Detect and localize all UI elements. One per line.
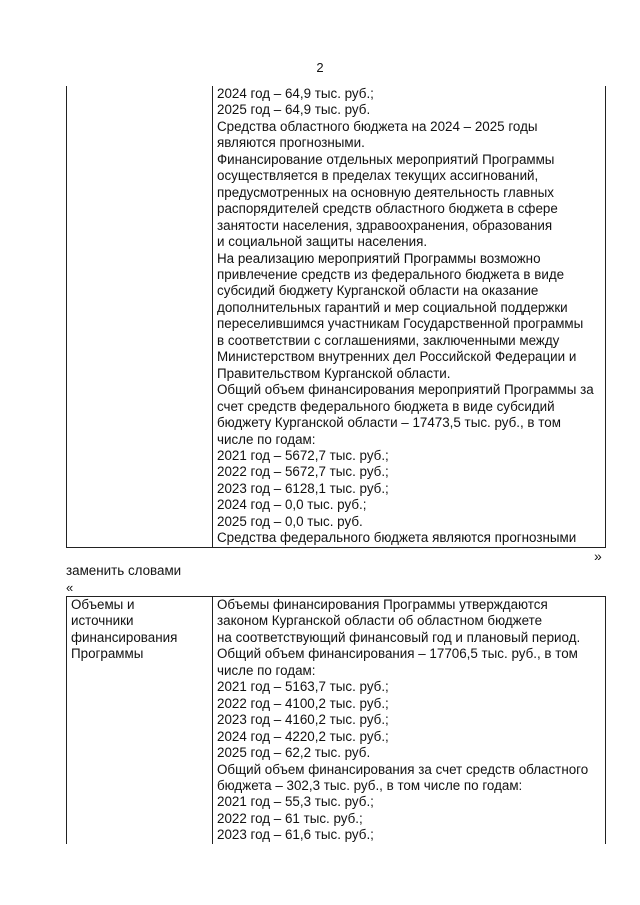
text-line: и социальной защиты населения. xyxy=(217,234,428,250)
text-line: 2023 год – 4160,2 тыс. руб.; xyxy=(217,712,389,728)
text-line: субсидий бюджету Курганской области на оказание xyxy=(217,283,539,299)
text-line: На реализацию мероприятий Программы возможно xyxy=(217,250,541,266)
text-line: Министерством внутренних дел Российской Федерации и xyxy=(217,349,577,365)
text-line: 2025 год – 62,2 тыс. руб. xyxy=(217,745,371,761)
text-line: Общий объем финансирования мероприятий Программы за xyxy=(217,382,594,398)
text-line: числе по годам: xyxy=(217,431,316,447)
replace-instruction: заменить словами xyxy=(66,563,182,578)
text-line: 2024 год – 4220,2 тыс. руб.; xyxy=(217,728,389,744)
text-line: бюджета – 302,3 тыс. руб., в том числе по годам: xyxy=(217,777,523,793)
text-line: Объемы финансирования Программы утверждаются xyxy=(217,597,548,612)
text-line: осуществляется в пределах текущих ассигнований, xyxy=(217,168,539,184)
text-line: Общий объем финансирования – 17706,5 тыс. руб., в том xyxy=(217,646,578,662)
text-line: 2021 год – 5672,7 тыс. руб.; xyxy=(217,447,389,463)
text-line: Общий объем финансирования за счет средств областного xyxy=(217,761,589,777)
text-line: 2021 год – 5163,7 тыс. руб.; xyxy=(217,679,389,695)
text-line: числе по годам: xyxy=(217,662,316,678)
funding-table-old xyxy=(66,86,606,548)
text-line: 2022 год – 5672,7 тыс. руб.; xyxy=(217,464,389,480)
text-line: 2024 год – 64,9 тыс. руб.; xyxy=(217,86,374,101)
table-cell-content xyxy=(213,597,606,844)
text-line: Программы xyxy=(71,646,144,662)
text-line: дополнительных гарантий и мер социальной поддержки xyxy=(217,299,568,315)
text-line: 2025 год – 64,9 тыс. руб. xyxy=(217,102,371,118)
text-line: привлечение средств из федерального бюджета в виде xyxy=(217,266,565,282)
text-line: бюджету Курганской области – 17473,5 тыс. руб., в том xyxy=(217,415,561,431)
text-line: 2023 год – 6128,1 тыс. руб.; xyxy=(217,480,389,496)
text-line: Средства областного бюджета на 2024 – 2025 годы xyxy=(217,118,538,134)
text-line: Объемы и xyxy=(71,597,135,612)
text-line: переселившимся участникам Государственной программы xyxy=(217,316,584,332)
text-line: Финансирование отдельных мероприятий Программы xyxy=(217,151,555,167)
text-line: Правительством Курганской области. xyxy=(217,365,451,381)
text-line: 2022 год – 4100,2 тыс. руб.; xyxy=(217,695,389,711)
text-line: 2023 год – 61,6 тыс. руб.; xyxy=(217,827,374,843)
funding-table-new xyxy=(66,596,606,844)
text-line: предусмотренных на основную деятельность главных xyxy=(217,184,554,200)
table-row xyxy=(67,86,606,547)
text-line: законом Курганской области об областном бюджете xyxy=(217,613,543,629)
table-cell-content xyxy=(213,86,606,547)
text-line: в соответствии с соглашениями, заключенными между xyxy=(217,332,560,348)
text-line: счет средств федерального бюджета в виде субсидий xyxy=(217,398,555,414)
text-line: 2021 год – 55,3 тыс. руб.; xyxy=(217,794,374,810)
table-row xyxy=(67,597,606,844)
text-line: 2022 год – 61 тыс. руб.; xyxy=(217,810,363,826)
text-line: источники xyxy=(71,613,134,629)
text-line: распорядителей средств областного бюджета в сфере xyxy=(217,201,558,217)
text-line: 2024 год – 0,0 тыс. руб.; xyxy=(217,497,367,513)
text-line: занятости населения, здравоохранения, образования xyxy=(217,217,553,233)
text-line: Средства федерального бюджета являются прогнозными xyxy=(217,530,577,546)
text-line: финансирования xyxy=(71,629,178,645)
text-line: 2025 год – 0,0 тыс. руб. xyxy=(217,513,363,529)
text-line: являются прогнозными. xyxy=(217,135,365,151)
table-cell-label xyxy=(67,86,213,547)
text-line: на соответствующий финансовый год и плановый период. xyxy=(217,629,581,645)
table-cell-label xyxy=(67,597,213,844)
page-number: 2 xyxy=(316,60,324,75)
opening-quote: « xyxy=(66,580,74,595)
closing-quote: » xyxy=(594,548,602,564)
